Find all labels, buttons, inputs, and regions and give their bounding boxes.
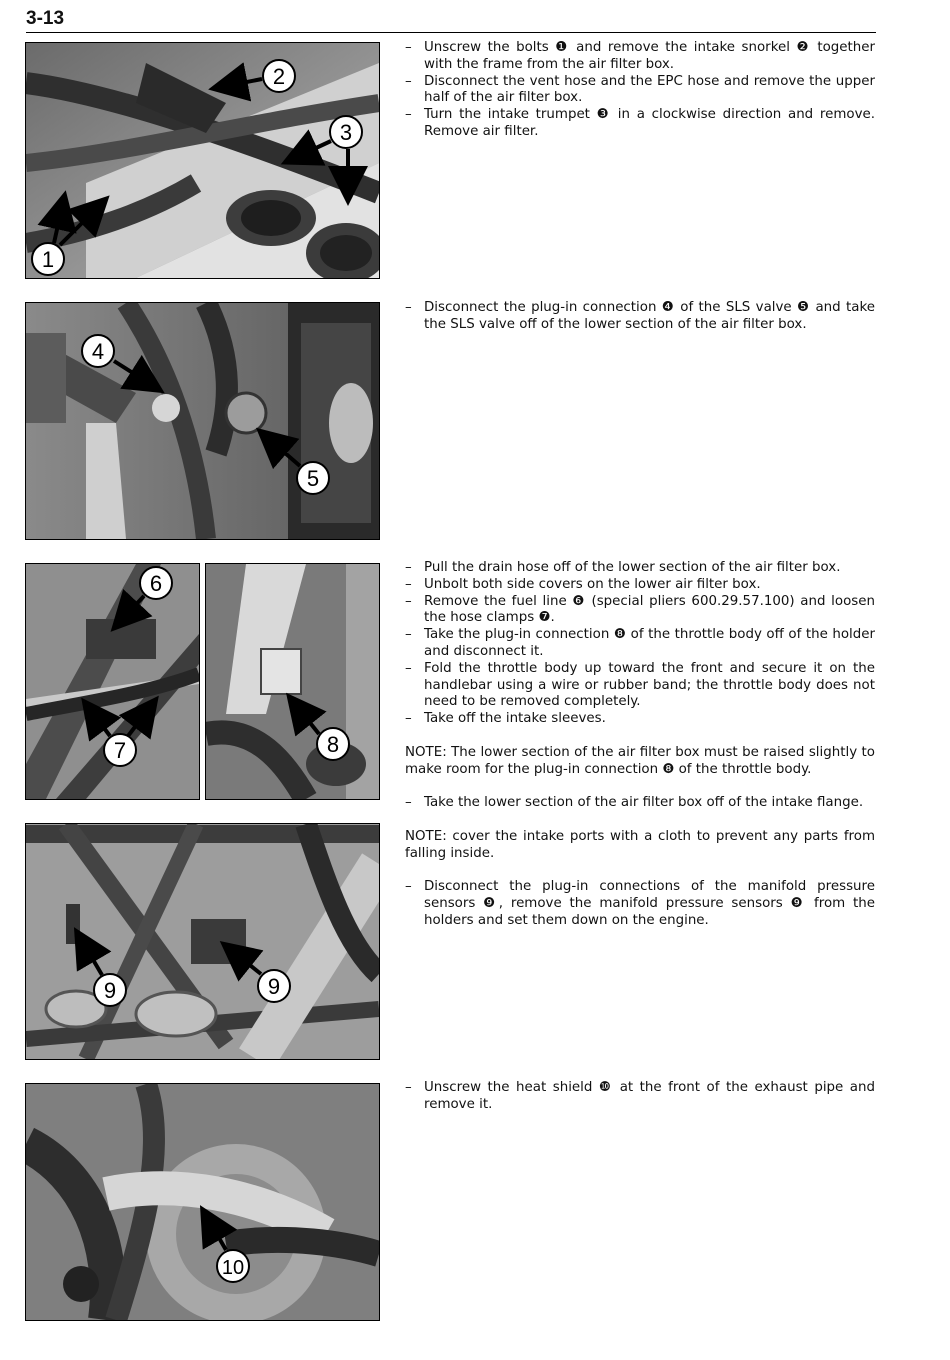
step-text: Take off the intake sleeves. [424,711,606,727]
callout-9-right: 9 [267,974,281,999]
step-item [405,300,875,334]
step-text: Unscrew the heat shield ❿ at the front of the exhaust pipe and remove it. [424,1080,875,1112]
dash: – [405,300,412,315]
step-text: Turn the intake trumpet ❸ in a clockwise direction and remove. Remove air filter. [424,107,875,139]
callout-9-left: 9 [103,978,117,1003]
callout-3: 3 [339,120,353,145]
step-text: Unbolt both side covers on the lower air filter box. [424,576,761,592]
photo-manifold-sensors [25,823,380,1060]
step-item [405,661,875,711]
photo-heat-shield [25,1083,380,1321]
step-text: Unscrew the bolts ❶ and remove the intake snorkel ❷ together with the frame from the air filter box. [424,40,875,72]
step-item [405,40,875,74]
dash: – [405,879,412,895]
step-text: Take the plug-in connection ❽ of the throttle body off of the holder and disconnect it. [424,627,875,659]
step-text: Disconnect the plug-in connection ❹ of the SLS valve ❺ and take the SLS valve off of the lower section of the air filter box. [424,300,875,332]
dash: – [405,107,412,123]
step-text: Disconnect the vent hose and the EPC hose and remove the upper half of the air filter box. [424,73,875,106]
header-rule [26,32,876,33]
dash: – [405,40,412,55]
step-item [405,711,875,728]
instructions-throttle [405,560,875,930]
dash: – [405,560,412,575]
dash: – [405,1080,412,1095]
step-text: Fold the throttle body up toward the front and secure it on the handlebar using a wire or rubber band; the throttle body does not need to be removed completely. [424,660,875,710]
dash: – [405,795,412,811]
photo-throttle-plug [205,563,380,800]
step-item [405,879,875,929]
step-item [405,107,875,141]
callout-1: 1 [41,247,55,272]
step-text: Take the lower section of the air filter box off of the intake flange. [424,795,864,811]
step-item [405,795,875,812]
photo-airbox-snorkel [25,42,380,279]
dash: – [405,73,412,89]
dash: – [405,593,412,609]
callout-7: 7 [113,738,127,763]
callout-4: 4 [91,339,105,364]
step-text: Disconnect the plug-in connections of the manifold pressure sensors ❾, remove the manifold pressure sensors ❾ from the holders and set them down on the engine. [424,879,875,928]
callout-8: 8 [326,732,340,757]
dash: – [405,660,412,676]
step-item [405,594,875,628]
callout-6: 6 [149,571,163,596]
step-item [405,560,875,577]
photo-sls-valve [25,302,380,540]
dash: – [405,576,412,592]
dash: – [405,711,412,727]
step-item [405,577,875,594]
instructions-airbox [405,40,875,141]
step-text: Pull the drain hose off of the lower section of the air filter box. [424,560,841,575]
step-text: Remove the fuel line ❻ (special pliers 600.29.57.100) and loosen the hose clamps ❼. [424,593,875,626]
callout-10: 10 [221,1257,245,1279]
step-item [405,627,875,661]
instructions-heat-shield [405,1080,875,1114]
callout-5: 5 [306,466,320,491]
photo-fuel-line [25,563,200,800]
callout-2: 2 [272,64,286,89]
page-number: 3-13 [26,8,65,29]
note-cover-ports: NOTE: cover the intake ports with a cloth to prevent any parts from falling inside. [405,828,875,861]
step-item [405,1080,875,1114]
instructions-sls [405,300,875,334]
step-item [405,74,875,108]
note-raise-airbox: NOTE: The lower section of the air filter box must be raised slightly to make room for the plug-in connection ❽ of the throttle body. [405,744,875,777]
dash: – [405,627,412,643]
